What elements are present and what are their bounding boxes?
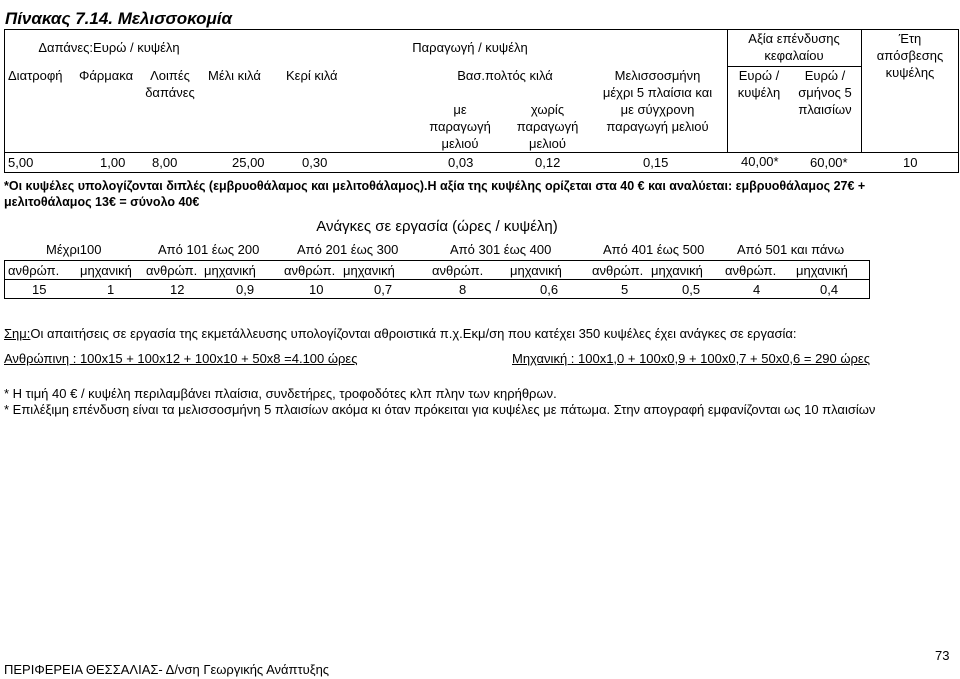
investment-group-header-line1: Αξία επένδυσης: [748, 31, 840, 46]
col-wax-header: Κερί κιλά: [286, 68, 338, 83]
years-header-line2: απόσβεσης: [876, 48, 944, 63]
range-301-400: Από 301 έως 400: [450, 242, 552, 257]
col-hive-header-line1: Μελισσοσμήνη: [614, 68, 701, 83]
machine-header-1: μηχανική: [80, 263, 132, 278]
machine-header-5: μηχανική: [651, 263, 703, 278]
table1-header-bottom-border: [4, 152, 959, 153]
col-hive-header-line2: μέχρι 5 πλαίσια και: [602, 85, 713, 100]
human-header-1: ανθρώπ.: [8, 263, 60, 278]
labor-table-mid-border: [4, 279, 870, 280]
note-label: Σημ:: [4, 326, 31, 341]
col-drugs-header: Φάρμακα: [79, 68, 134, 83]
table1-right-border: [958, 29, 959, 172]
col-feed-header: Διατροφή: [8, 68, 63, 83]
labor-value-human-6: 4: [753, 282, 761, 297]
labor-value-human-3: 10: [309, 282, 324, 297]
human-header-4: ανθρώπ.: [432, 263, 484, 278]
value-other: 8,00: [152, 155, 178, 170]
years-header-line3: κυψέλης: [885, 65, 935, 80]
note-text: Οι απαιτήσεις σε εργασία της εκμετάλλευσης υπολογίζονται αθροιστικά π.χ.Εκμ/ση που κατέχει 350 κυψέλες έχει ανάγκες σε εργασία:: [30, 326, 797, 341]
labor-value-human-1: 15: [32, 282, 47, 297]
value-wax: 0,30: [302, 155, 328, 170]
years-header-line1: Έτη: [898, 31, 922, 46]
labor-table-title: Ανάγκες σε εργασία (ώρες / κυψέλη): [316, 218, 558, 235]
footnote-price: * Η τιμή 40 € / κυψέλη περιλαμβάνει πλαίσια, συνδετήρες, τροφοδότες κλπ πλην των κηρήθρων.: [4, 386, 557, 401]
col-without-honey-line2: παραγωγή: [516, 119, 579, 134]
human-calculation: Ανθρώπινη : 100x15 + 100x12 + 100x10 + 50x8 =4.100 ώρες: [4, 351, 358, 366]
col-hive-header-line3: με σύγχρονη: [620, 102, 695, 117]
labor-value-machine-5: 0,5: [682, 282, 701, 297]
col-euro-swarm-line3: πλαισίων: [798, 102, 852, 117]
labor-table-right-border: [869, 260, 870, 298]
col-pollen-header: Βασ.πολτός κιλά: [457, 68, 553, 83]
human-header-2: ανθρώπ.: [146, 263, 198, 278]
note-hives-line1: *Οι κυψέλες υπολογίζονται διπλές (εμβρυοθάλαμος και μελιτοθάλαμος).Η αξία της κυψέλης ορίζεται στα 40 € και αναλύεται: εμβρυοθάλαμος 27€ +: [4, 179, 866, 193]
col-euro-swarm-line2: σμήνος 5: [798, 85, 852, 100]
machine-header-2: μηχανική: [204, 263, 256, 278]
investment-group-header-line2: κεφαλαίου: [764, 48, 824, 63]
value-hive: 0,15: [643, 155, 669, 170]
labor-value-machine-2: 0,9: [236, 282, 255, 297]
note-hives-line2: μελιτοθάλαμος 13€ = σύνολο 40€: [4, 195, 200, 209]
machine-header-4: μηχανική: [510, 263, 562, 278]
labor-value-human-4: 8: [459, 282, 467, 297]
value-drugs: 1,00: [100, 155, 126, 170]
range-501-plus: Από 501 και πάνω: [737, 242, 845, 257]
range-101-200: Από 101 έως 200: [158, 242, 260, 257]
expenses-group-header: Δαπάνες:Ευρώ / κυψέλη: [38, 40, 180, 55]
range-401-500: Από 401 έως 500: [603, 242, 705, 257]
col-without-honey-line3: μελιού: [528, 136, 566, 151]
value-pollen-without-honey: 0,12: [535, 155, 561, 170]
col-with-honey-line1: με: [453, 102, 467, 117]
labor-value-machine-3: 0,7: [374, 282, 393, 297]
col-euro-hive-line1: Ευρώ /: [738, 68, 780, 83]
human-header-5: ανθρώπ.: [592, 263, 644, 278]
labor-value-machine-4: 0,6: [540, 282, 559, 297]
machine-calculation: Μηχανική : 100x1,0 + 100x0,9 + 100x0,7 + 50x0,6 = 290 ώρες: [512, 351, 870, 366]
col-euro-swarm-line1: Ευρώ /: [804, 68, 846, 83]
labor-table-left-border: [4, 260, 5, 298]
page-footer: ΠΕΡΙΦΕΡΕΙΑ ΘΕΣΣΑΛΙΑΣ- Δ/νση Γεωργικής Ανάπτυξης: [4, 662, 330, 677]
investment-subheader-border: [727, 66, 861, 67]
col-euro-hive-line2: κυψέλη: [737, 85, 781, 100]
col-hive-header-line4: παραγωγή μελιού: [606, 119, 709, 134]
col-with-honey-line2: παραγωγή: [429, 119, 491, 134]
col-other-header-line1: Λοιπές: [150, 68, 190, 83]
labor-value-machine-6: 0,4: [820, 282, 839, 297]
value-euro-hive: 40,00*: [741, 154, 779, 169]
page-number: 73: [935, 648, 950, 663]
col-with-honey-line3: μελιού: [441, 136, 479, 151]
labor-value-human-5: 5: [621, 282, 629, 297]
labor-table-top-border: [4, 260, 870, 261]
range-up-to-100: Μέχρι100: [46, 242, 102, 257]
note-line: [4, 326, 797, 341]
labor-value-human-2: 12: [170, 282, 185, 297]
col-without-honey-line1: χωρίς: [530, 102, 565, 117]
value-feed: 5,00: [8, 155, 34, 170]
labor-value-machine-1: 1: [107, 282, 115, 297]
range-201-300: Από 201 έως 300: [297, 242, 399, 257]
human-header-3: ανθρώπ.: [284, 263, 336, 278]
footnote-eligible: * Επιλέξιμη επένδυση είναι τα μελισσοσμήνη 5 πλαισίων ακόμα κι όταν πρόκειται για κυψέλες με πάτωμα. Στην απογραφή εμφανίζονται ως 10 πλαισίων: [4, 402, 876, 417]
labor-table-bottom-border: [4, 298, 870, 299]
human-header-6: ανθρώπ.: [725, 263, 777, 278]
value-pollen-with-honey: 0,03: [448, 155, 474, 170]
col-honey-header: Μέλι κιλά: [208, 68, 261, 83]
page-title: Πίνακας 7.14. Μελισσοκομία: [5, 9, 233, 28]
value-euro-swarm: 60,00*: [810, 155, 848, 170]
value-honey: 25,00: [232, 155, 265, 170]
machine-header-3: μηχανική: [343, 263, 395, 278]
table1-top-border: [4, 29, 959, 30]
col-other-header-line2: δαπάνες: [145, 85, 195, 100]
production-group-header: Παραγωγή / κυψέλη: [412, 40, 528, 55]
table1-bottom-border: [4, 172, 959, 173]
machine-header-6: μηχανική: [796, 263, 848, 278]
value-years: 10: [903, 155, 918, 170]
